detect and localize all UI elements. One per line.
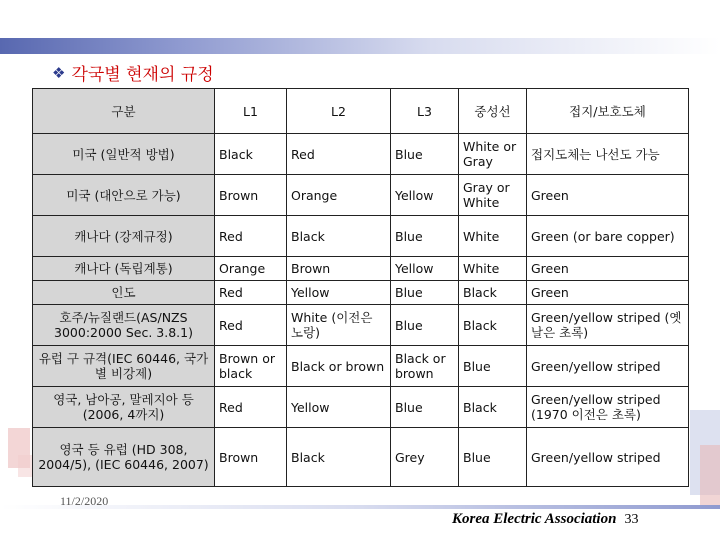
table-cell-category: 영국 등 유럽 (HD 308, 2004/5), (IEC 60446, 2007)	[33, 428, 215, 487]
table-cell: Black	[459, 305, 527, 346]
page-number: 33	[624, 512, 639, 527]
table-cell: White	[459, 216, 527, 257]
table-cell: Blue	[459, 346, 527, 387]
table-cell: Black	[459, 387, 527, 428]
table-cell-category: 호주/뉴질랜드(AS/NZS 3000:2000 Sec. 3.8.1)	[33, 305, 215, 346]
table-cell: Red	[287, 134, 391, 175]
table-cell: Black	[459, 281, 527, 305]
table-cell: Yellow	[287, 281, 391, 305]
table-cell: Green	[527, 281, 689, 305]
table-cell: Green	[527, 257, 689, 281]
header-neutral: 중성선	[459, 89, 527, 134]
table-cell: Blue	[391, 281, 459, 305]
table-cell: Brown	[215, 175, 287, 216]
table-cell: Green (or bare copper)	[527, 216, 689, 257]
table-cell: Black	[215, 134, 287, 175]
table-cell-category: 미국 (대안으로 가능)	[33, 175, 215, 216]
table-cell: 접지도체는 나선도 가능	[527, 134, 689, 175]
table-cell: Brown	[215, 428, 287, 487]
table-cell: Black or brown	[391, 346, 459, 387]
table-cell-category: 미국 (일반적 방법)	[33, 134, 215, 175]
table-cell: Green	[527, 175, 689, 216]
header-category: 구분	[33, 89, 215, 134]
header-l2: L2	[287, 89, 391, 134]
table-cell: Green/yellow striped (옛날은 초록)	[527, 305, 689, 346]
table-cell: Black	[287, 216, 391, 257]
table-cell: Grey	[391, 428, 459, 487]
table-cell: Yellow	[287, 387, 391, 428]
table-cell: Red	[215, 305, 287, 346]
table-cell: Blue	[391, 387, 459, 428]
table-row	[33, 216, 689, 257]
top-decorative-bar	[0, 38, 720, 54]
table-cell: Blue	[459, 428, 527, 487]
table-cell: Blue	[391, 134, 459, 175]
header-ground: 접지/보호도체	[527, 89, 689, 134]
table-cell: Green/yellow striped	[527, 346, 689, 387]
table-cell: Gray or White	[459, 175, 527, 216]
table-row	[33, 305, 689, 346]
table-cell: Red	[215, 387, 287, 428]
table-cell-category: 캐나다 (강제규정)	[33, 216, 215, 257]
slide-date: 11/2/2020	[60, 494, 109, 508]
header-l1: L1	[215, 89, 287, 134]
table-row	[33, 257, 689, 281]
table-cell: Blue	[391, 305, 459, 346]
table-cell-category: 캐나다 (독립계통)	[33, 257, 215, 281]
header-l3: L3	[391, 89, 459, 134]
table-cell-category: 유럽 구 규격(IEC 60446, 국가별 비강제)	[33, 346, 215, 387]
table-cell: Red	[215, 216, 287, 257]
table-row	[33, 134, 689, 175]
table-cell: Yellow	[391, 175, 459, 216]
table-row	[33, 175, 689, 216]
diamond-bullet-icon: ❖	[52, 63, 66, 82]
table-cell: Orange	[215, 257, 287, 281]
table-cell: White	[459, 257, 527, 281]
table-row	[33, 281, 689, 305]
decorative-block-right-2	[700, 445, 720, 505]
wire-color-table	[32, 88, 689, 487]
table-cell: Black	[287, 428, 391, 487]
table-cell: Yellow	[391, 257, 459, 281]
table-cell: Green/yellow striped	[527, 428, 689, 487]
table-cell: Orange	[287, 175, 391, 216]
table-row	[33, 428, 689, 487]
table-cell-category: 영국, 남아공, 말레지아 등 (2006, 4까지)	[33, 387, 215, 428]
table-cell: Brown	[287, 257, 391, 281]
slide-title-text: 각국별 현재의 규정	[71, 65, 214, 85]
table-cell: Brown or black	[215, 346, 287, 387]
table-row	[33, 346, 689, 387]
table-cell: Blue	[391, 216, 459, 257]
table-header-row	[33, 89, 689, 134]
footer-organization	[452, 511, 638, 528]
footer-organization-name: Korea Electric Association	[452, 511, 617, 527]
table-cell: Red	[215, 281, 287, 305]
table-cell: White (이전은 노랑)	[287, 305, 391, 346]
table-cell: White or Gray	[459, 134, 527, 175]
table-row	[33, 387, 689, 428]
table-cell: Green/yellow striped (1970 이전은 초록)	[527, 387, 689, 428]
table-cell-category: 인도	[33, 281, 215, 305]
slide-title	[52, 60, 214, 85]
table-cell: Black or brown	[287, 346, 391, 387]
